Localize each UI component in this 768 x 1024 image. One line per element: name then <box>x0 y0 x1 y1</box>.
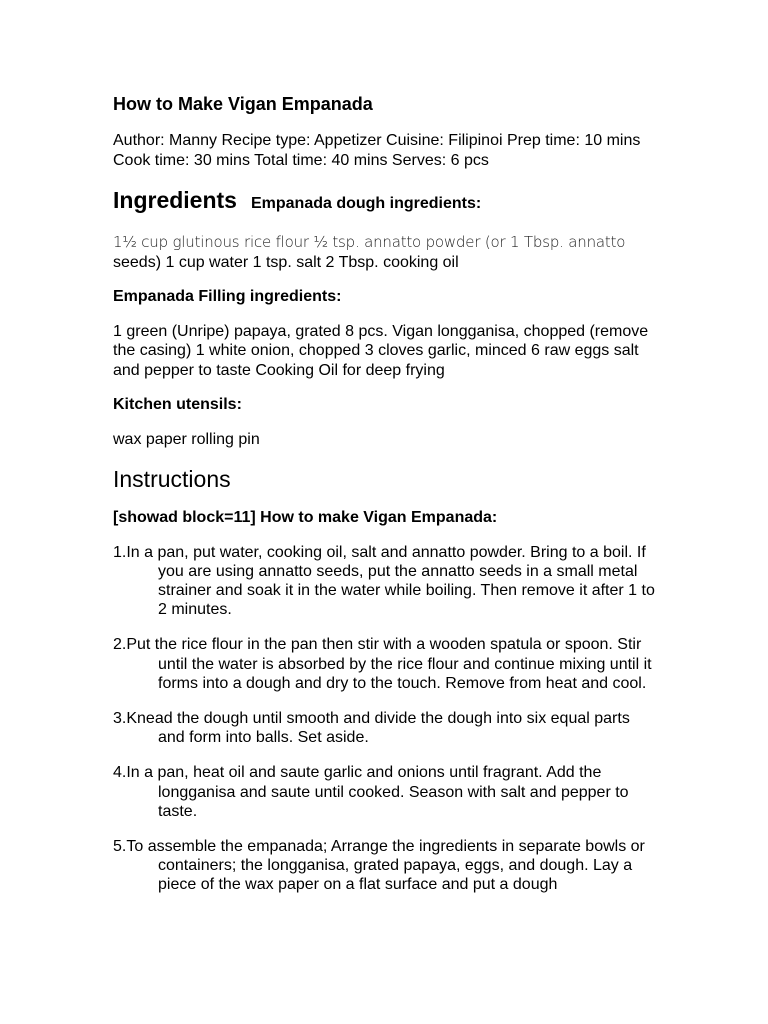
dough-ingredients-line-1: 1½ cup glutinous rice flour ½ tsp. annatto powder (or 1 Tbsp. annatto <box>113 233 626 251</box>
recipe-meta: Author: Manny Recipe type: Appetizer Cuisine: Filipinoi Prep time: 10 mins Cook time: 30 mins Total time: 40 mins Serves: 6 pcs <box>113 132 641 169</box>
instructions-heading: Instructions <box>113 466 231 492</box>
kitchen-utensils-heading: Kitchen utensils: <box>113 396 242 413</box>
dough-ingredients-text <box>113 233 658 272</box>
dough-ingredients-line-2: seeds) 1 cup water 1 tsp. salt 2 Tbsp. cooking oil <box>113 253 459 271</box>
instruction-step-2: 2.Put the rice flour in the pan then stir with a wooden spatula or spoon. Stir until the water is absorbed by the rice flour and continue mixing until it forms into a dough and dry to the touch. Remove from heat and cool. <box>113 636 652 692</box>
filling-ingredients-text: 1 green (Unripe) papaya, grated 8 pcs. Vigan longganisa, chopped (remove the casing) 1 white onion, chopped 3 cloves garlic, minced 6 raw eggs salt and pepper to taste Cooking Oil for deep frying <box>113 322 649 379</box>
instruction-step-4: 4.In a pan, heat oil and saute garlic and onions until fragrant. Add the longganisa and saute until cooked. Season with salt and pepper to taste. <box>113 764 629 820</box>
document-page <box>113 93 658 911</box>
dough-ingredients-heading: Empanada dough ingredients: <box>250 195 482 212</box>
instructions-subheading: [showad block=11] How to make Vigan Empanada: <box>113 509 498 526</box>
ingredients-heading-row <box>113 185 658 219</box>
document-title: How to Make Vigan Empanada <box>113 94 373 114</box>
filling-ingredients-heading: Empanada Filling ingredients: <box>113 288 342 305</box>
kitchen-utensils-text: wax paper rolling pin <box>113 430 260 448</box>
instruction-step-1: 1.In a pan, put water, cooking oil, salt and annatto powder. Bring to a boil. If you are using annatto seeds, put the annatto seeds in a small metal strainer and soak it in the water while boiling. Then remove it after 1 to 2 minutes. <box>113 543 655 619</box>
ingredients-heading: Ingredients <box>113 187 237 213</box>
instruction-step-5: 5.To assemble the empanada; Arrange the ingredients in separate bowls or containers; the longganisa, grated papaya, eggs, and dough. Lay a piece of the wax paper on a flat surface and put a dough <box>113 837 645 894</box>
instruction-step-3: 3.Knead the dough until smooth and divide the dough into six equal parts and form into balls. Set aside. <box>113 709 630 747</box>
